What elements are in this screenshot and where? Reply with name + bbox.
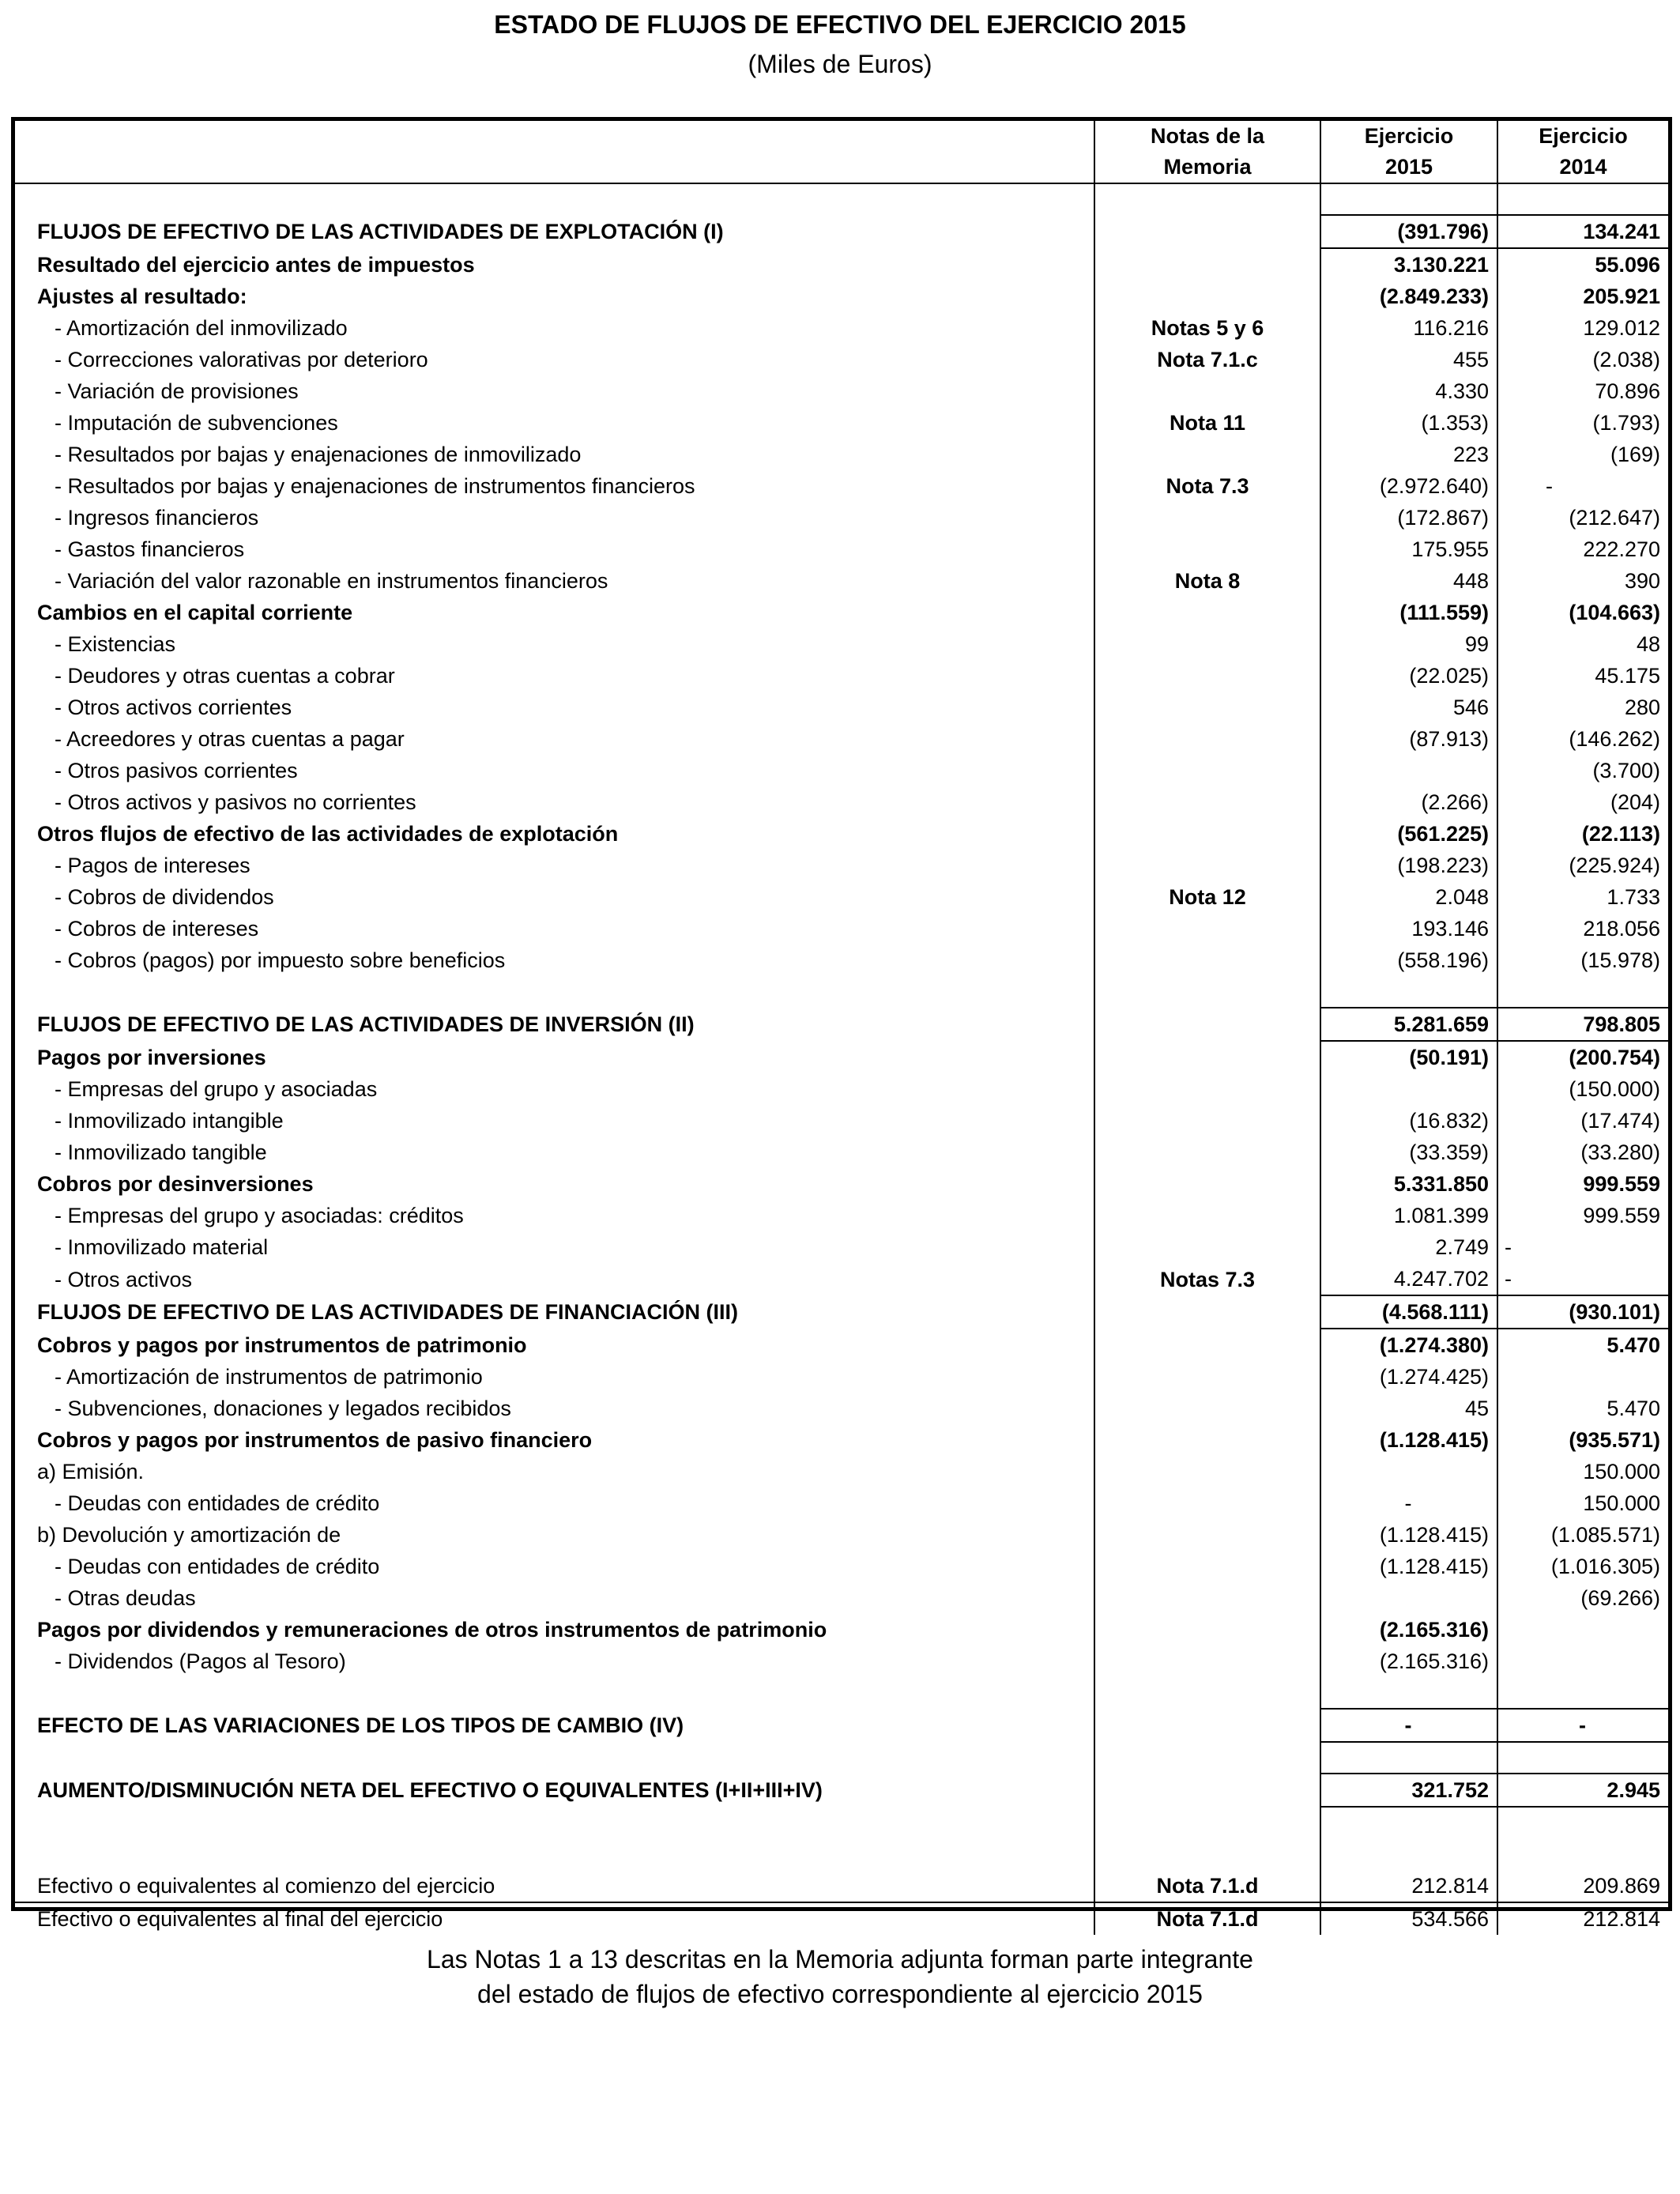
value-2014: (1.793) (1497, 407, 1668, 439)
value-2015: 4.247.702 (1320, 1263, 1497, 1295)
value-2014: (33.280) (1497, 1137, 1668, 1168)
table-row (15, 1263, 1668, 1295)
value-2015: 212.814 (1320, 1870, 1497, 1902)
value-2014: - (1497, 470, 1668, 502)
value-2014: 5.470 (1497, 1393, 1668, 1424)
table-row (15, 1519, 1668, 1551)
table-row (15, 1200, 1668, 1231)
row-note (1094, 1073, 1320, 1105)
value-2015 (1320, 1456, 1497, 1487)
row-label: - Dividendos (Pagos al Tesoro) (55, 1649, 346, 1673)
row-note: Notas 7.3 (1094, 1263, 1320, 1295)
value-2014: 218.056 (1497, 913, 1668, 944)
table-row (15, 1582, 1668, 1614)
header-notes-2: Memoria (1094, 152, 1320, 183)
value-2014: 5.470 (1497, 1329, 1668, 1361)
spacer-cell (1320, 1677, 1497, 1709)
table-row (15, 1329, 1668, 1361)
value-2014: 222.270 (1497, 533, 1668, 565)
table-row (15, 597, 1668, 628)
spacer-cell (1094, 976, 1320, 1008)
table-row (15, 786, 1668, 818)
table-row (15, 723, 1668, 755)
row-label: - Cobros de dividendos (55, 885, 274, 909)
value-2015: (50.191) (1320, 1041, 1497, 1073)
spacer-cell (1497, 1838, 1668, 1870)
row-label: - Otras deudas (55, 1586, 196, 1610)
row-note (1094, 628, 1320, 660)
spacer-cell (1497, 183, 1668, 215)
row-note (1094, 1041, 1320, 1073)
value-2015: 3.130.221 (1320, 248, 1497, 281)
row-label: - Deudores y otras cuentas a cobrar (55, 664, 395, 688)
row-label: - Cobros de intereses (55, 917, 259, 941)
row-label: - Amortización de instrumentos de patrimonio (55, 1365, 483, 1389)
value-2015: (558.196) (1320, 944, 1497, 976)
value-2015: (2.266) (1320, 786, 1497, 818)
row-note (1094, 1168, 1320, 1200)
header-blank-2 (15, 152, 1094, 183)
table-row (15, 881, 1668, 913)
value-2015: 223 (1320, 439, 1497, 470)
row-note (1094, 1487, 1320, 1519)
row-label: - Amortización del inmovilizado (55, 316, 348, 340)
row-note (1094, 1582, 1320, 1614)
value-2014: (22.113) (1497, 818, 1668, 850)
value-2015: 455 (1320, 344, 1497, 375)
value-2014: 212.814 (1497, 1902, 1668, 1935)
value-2014: (2.038) (1497, 344, 1668, 375)
table-row (15, 344, 1668, 375)
row-note (1094, 818, 1320, 850)
row-note (1094, 1614, 1320, 1646)
value-2015: 2.749 (1320, 1231, 1497, 1263)
value-2014: 129.012 (1497, 312, 1668, 344)
row-note: Nota 7.1.d (1094, 1902, 1320, 1935)
row-label: - Variación del valor razonable en instrumentos financieros (55, 569, 608, 593)
value-2015: (1.128.415) (1320, 1519, 1497, 1551)
row-note (1094, 1519, 1320, 1551)
table-row (15, 944, 1668, 976)
table-row (15, 1295, 1668, 1329)
row-note (1094, 1295, 1320, 1329)
value-2015: 116.216 (1320, 312, 1497, 344)
table-row (15, 248, 1668, 281)
spacer-cell (1094, 1807, 1320, 1838)
row-label: - Inmovilizado intangible (55, 1109, 284, 1133)
row-note (1094, 502, 1320, 533)
table-row (15, 1041, 1668, 1073)
table-row (15, 439, 1668, 470)
table-row (15, 1551, 1668, 1582)
value-2014: 280 (1497, 692, 1668, 723)
page-title: ESTADO DE FLUJOS DE EFECTIVO DEL EJERCICIO 2015 (494, 10, 1186, 39)
spacer-cell (15, 1742, 1094, 1774)
value-2015: (4.568.111) (1320, 1295, 1497, 1329)
table-row (15, 1361, 1668, 1393)
value-2015: (33.359) (1320, 1137, 1497, 1168)
value-2014: 45.175 (1497, 660, 1668, 692)
spacer-row (15, 976, 1668, 1008)
row-note (1094, 248, 1320, 281)
value-2015: (2.165.316) (1320, 1614, 1497, 1646)
spacer-cell (1094, 1838, 1320, 1870)
header-2015-year: 2015 (1320, 152, 1497, 183)
row-note: Nota 8 (1094, 565, 1320, 597)
row-label: a) Emisión. (37, 1460, 145, 1483)
row-label: - Otros activos (55, 1267, 193, 1291)
row-note: Nota 7.1.d (1094, 1870, 1320, 1902)
row-note (1094, 1105, 1320, 1137)
row-note: Nota 7.3 (1094, 470, 1320, 502)
spacer-cell (15, 1677, 1094, 1709)
table-row (15, 692, 1668, 723)
spacer-cell (1094, 1677, 1320, 1709)
value-2014: - (1497, 1263, 1668, 1295)
value-2014: 134.241 (1497, 215, 1668, 248)
value-2015: (172.867) (1320, 502, 1497, 533)
value-2015: 546 (1320, 692, 1497, 723)
value-2015: 5.331.850 (1320, 1168, 1497, 1200)
value-2015 (1320, 1582, 1497, 1614)
table-row (15, 1709, 1668, 1742)
row-label: - Imputación de subvenciones (55, 411, 338, 435)
value-2014: 1.733 (1497, 881, 1668, 913)
row-note (1094, 913, 1320, 944)
table-row (15, 312, 1668, 344)
table-row (15, 628, 1668, 660)
table-row (15, 215, 1668, 248)
value-2015: (1.128.415) (1320, 1424, 1497, 1456)
page-subtitle: (Miles de Euros) (748, 50, 932, 78)
row-note (1094, 1008, 1320, 1041)
row-label: - Resultados por bajas y enajenaciones de instrumentos financieros (55, 474, 695, 498)
spacer-row (15, 1807, 1668, 1838)
table-row (15, 1105, 1668, 1137)
row-note: Nota 12 (1094, 881, 1320, 913)
table-row (15, 407, 1668, 439)
header-notes: Notas de la (1094, 121, 1320, 152)
value-2015: 175.955 (1320, 533, 1497, 565)
row-label: - Gastos financieros (55, 537, 245, 561)
row-note (1094, 439, 1320, 470)
row-label: Ajustes al resultado: (37, 285, 247, 308)
row-note (1094, 1137, 1320, 1168)
header-2014: Ejercicio (1497, 121, 1668, 152)
row-note (1094, 1456, 1320, 1487)
value-2015: (1.353) (1320, 407, 1497, 439)
value-2014: (1.016.305) (1497, 1551, 1668, 1582)
row-label: - Deudas con entidades de crédito (55, 1491, 380, 1515)
table-row (15, 1073, 1668, 1105)
row-label: - Resultados por bajas y enajenaciones de inmovilizado (55, 443, 582, 466)
spacer-cell (1497, 1742, 1668, 1774)
table-row (15, 660, 1668, 692)
value-2015: 534.566 (1320, 1902, 1497, 1935)
value-2015: 45 (1320, 1393, 1497, 1424)
value-2014: (17.474) (1497, 1105, 1668, 1137)
spacer-row (15, 183, 1668, 215)
table-row (15, 1456, 1668, 1487)
spacer-cell (15, 976, 1094, 1008)
row-note (1094, 1200, 1320, 1231)
value-2014: (935.571) (1497, 1424, 1668, 1456)
spacer-cell (15, 183, 1094, 215)
value-2015: 4.330 (1320, 375, 1497, 407)
spacer-cell (1094, 183, 1320, 215)
row-label: - Existencias (55, 632, 176, 656)
value-2014: - (1497, 1231, 1668, 1263)
footnote (0, 1942, 1680, 2011)
row-note (1094, 1709, 1320, 1742)
spacer-cell (15, 1807, 1094, 1838)
row-note: Nota 11 (1094, 407, 1320, 439)
row-label: Cambios en el capital corriente (37, 601, 353, 624)
spacer-cell (1320, 183, 1497, 215)
table-row (15, 755, 1668, 786)
value-2015: (1.274.425) (1320, 1361, 1497, 1393)
value-2014: (146.262) (1497, 723, 1668, 755)
spacer-row (15, 1677, 1668, 1709)
table-row (15, 1424, 1668, 1456)
value-2015: (2.849.233) (1320, 281, 1497, 312)
spacer-cell (1497, 1677, 1668, 1709)
row-note (1094, 723, 1320, 755)
row-label: Cobros y pagos por instrumentos de patrimonio (37, 1333, 527, 1357)
table-row (15, 1008, 1668, 1041)
row-note (1094, 597, 1320, 628)
row-note: Notas 5 y 6 (1094, 312, 1320, 344)
value-2015 (1320, 1073, 1497, 1105)
value-2014: 2.945 (1497, 1774, 1668, 1807)
table-row (15, 565, 1668, 597)
spacer-cell (1497, 1807, 1668, 1838)
value-2015: 2.048 (1320, 881, 1497, 913)
value-2014: (225.924) (1497, 850, 1668, 881)
row-label: FLUJOS DE EFECTIVO DE LAS ACTIVIDADES DE EXPLOTACIÓN (I) (37, 220, 724, 243)
value-2014: 48 (1497, 628, 1668, 660)
row-label: - Acreedores y otras cuentas a pagar (55, 727, 405, 751)
header-blank (15, 121, 1094, 152)
spacer-cell (1320, 1838, 1497, 1870)
table-row (15, 1614, 1668, 1646)
value-2015: 99 (1320, 628, 1497, 660)
row-note (1094, 692, 1320, 723)
row-label: b) Devolución y amortización de (37, 1523, 341, 1547)
value-2015: (16.832) (1320, 1105, 1497, 1137)
row-label: FLUJOS DE EFECTIVO DE LAS ACTIVIDADES DE FINANCIACIÓN (III) (37, 1300, 739, 1324)
row-note: Nota 7.1.c (1094, 344, 1320, 375)
value-2015: 193.146 (1320, 913, 1497, 944)
row-note (1094, 1393, 1320, 1424)
cash-flow-table (11, 117, 1672, 1931)
table-row (15, 1902, 1668, 1935)
table-row (15, 1393, 1668, 1424)
table-row (15, 1137, 1668, 1168)
value-2015: - (1320, 1487, 1497, 1519)
value-2015: (391.796) (1320, 215, 1497, 248)
value-2015: (2.165.316) (1320, 1646, 1497, 1677)
value-2015 (1320, 755, 1497, 786)
table-row (15, 375, 1668, 407)
value-2014: (69.266) (1497, 1582, 1668, 1614)
value-2015: (1.128.415) (1320, 1551, 1497, 1582)
row-note (1094, 850, 1320, 881)
table-row (15, 818, 1668, 850)
row-note (1094, 1646, 1320, 1677)
row-note (1094, 786, 1320, 818)
row-note (1094, 1329, 1320, 1361)
row-note (1094, 1231, 1320, 1263)
row-label: Efectivo o equivalentes al final del ejercicio (15, 1902, 1094, 1935)
value-2014: 70.896 (1497, 375, 1668, 407)
value-2014: (1.085.571) (1497, 1519, 1668, 1551)
value-2015: 448 (1320, 565, 1497, 597)
spacer-cell (1320, 1742, 1497, 1774)
value-2014: 205.921 (1497, 281, 1668, 312)
table-row (15, 913, 1668, 944)
value-2014: - (1497, 1709, 1668, 1742)
value-2015: (111.559) (1320, 597, 1497, 628)
spacer-cell (1094, 1742, 1320, 1774)
value-2014: (15.978) (1497, 944, 1668, 976)
row-label: - Cobros (pagos) por impuesto sobre beneficios (55, 948, 506, 972)
row-label: - Correcciones valorativas por deterioro (55, 348, 428, 371)
value-2014: (930.101) (1497, 1295, 1668, 1329)
row-note (1094, 1424, 1320, 1456)
value-2014 (1497, 1361, 1668, 1393)
row-label: - Variación de provisiones (55, 379, 299, 403)
row-label: Otros flujos de efectivo de las actividades de explotación (37, 822, 619, 846)
value-2014: (104.663) (1497, 597, 1668, 628)
row-label: - Subvenciones, donaciones y legados recibidos (55, 1397, 511, 1420)
value-2015: 321.752 (1320, 1774, 1497, 1807)
row-note (1094, 1774, 1320, 1807)
row-note (1094, 1551, 1320, 1582)
spacer-cell (1320, 976, 1497, 1008)
value-2015: (198.223) (1320, 850, 1497, 881)
value-2015: 1.081.399 (1320, 1200, 1497, 1231)
value-2015: (1.274.380) (1320, 1329, 1497, 1361)
row-label: - Otros activos y pasivos no corrientes (55, 790, 416, 814)
value-2015: - (1320, 1709, 1497, 1742)
spacer-row (15, 1838, 1668, 1870)
value-2014: (204) (1497, 786, 1668, 818)
row-label: - Inmovilizado material (55, 1235, 269, 1259)
row-label: - Empresas del grupo y asociadas (55, 1077, 378, 1101)
value-2015: (2.972.640) (1320, 470, 1497, 502)
row-label: Efectivo o equivalentes al comienzo del ejercicio (37, 1874, 495, 1898)
spacer-cell (1497, 976, 1668, 1008)
value-2014: (212.647) (1497, 502, 1668, 533)
table-row (15, 1231, 1668, 1263)
row-label: Pagos por dividendos y remuneraciones de otros instrumentos de patrimonio (37, 1618, 827, 1642)
row-note (1094, 375, 1320, 407)
row-label: Pagos por inversiones (37, 1045, 266, 1069)
row-label: - Deudas con entidades de crédito (55, 1555, 380, 1578)
table-row (15, 1646, 1668, 1677)
row-label: Cobros por desinversiones (37, 1172, 314, 1196)
footnote-line-2: del estado de flujos de efectivo correspondiente al ejercicio 2015 (477, 1980, 1203, 2008)
spacer-row (15, 1742, 1668, 1774)
row-note (1094, 1361, 1320, 1393)
value-2014: 999.559 (1497, 1168, 1668, 1200)
table-row (15, 533, 1668, 565)
table-row (15, 281, 1668, 312)
value-2014: (200.754) (1497, 1041, 1668, 1073)
row-label: AUMENTO/DISMINUCIÓN NETA DEL EFECTIVO O EQUIVALENTES (I+II+III+IV) (37, 1778, 823, 1802)
row-note (1094, 533, 1320, 565)
value-2014: 55.096 (1497, 248, 1668, 281)
spacer-cell (15, 1838, 1094, 1870)
row-label: - Ingresos financieros (55, 506, 259, 530)
row-label: FLUJOS DE EFECTIVO DE LAS ACTIVIDADES DE INVERSIÓN (II) (37, 1012, 695, 1036)
value-2014: (3.700) (1497, 755, 1668, 786)
value-2014: (150.000) (1497, 1073, 1668, 1105)
spacer-cell (1320, 1807, 1497, 1838)
value-2015: (22.025) (1320, 660, 1497, 692)
value-2014: 390 (1497, 565, 1668, 597)
value-2015: 5.281.659 (1320, 1008, 1497, 1041)
row-label: Cobros y pagos por instrumentos de pasivo financiero (37, 1428, 593, 1452)
row-note (1094, 944, 1320, 976)
value-2014: (169) (1497, 439, 1668, 470)
table-row (15, 1870, 1668, 1902)
row-label: - Inmovilizado tangible (55, 1140, 267, 1164)
table-row (15, 470, 1668, 502)
header-2014-year: 2014 (1497, 152, 1668, 183)
value-2014: 999.559 (1497, 1200, 1668, 1231)
header-2015: Ejercicio (1320, 121, 1497, 152)
value-2014: 150.000 (1497, 1456, 1668, 1487)
table-row (15, 850, 1668, 881)
footnote-line-1: Las Notas 1 a 13 descritas en la Memoria adjunta forman parte integrante (427, 1945, 1253, 1973)
value-2014 (1497, 1614, 1668, 1646)
row-label: - Pagos de intereses (55, 854, 250, 877)
value-2014 (1497, 1646, 1668, 1677)
value-2014: 209.869 (1497, 1870, 1668, 1902)
row-label: - Empresas del grupo y asociadas: créditos (55, 1204, 464, 1227)
row-note (1094, 755, 1320, 786)
row-note (1094, 660, 1320, 692)
row-label: EFECTO DE LAS VARIACIONES DE LOS TIPOS DE CAMBIO (IV) (37, 1713, 684, 1737)
value-2015: (561.225) (1320, 818, 1497, 850)
row-note (1094, 215, 1320, 248)
table-row (15, 1774, 1668, 1807)
row-note (1094, 281, 1320, 312)
table-row (15, 1168, 1668, 1200)
row-label: Resultado del ejercicio antes de impuestos (37, 252, 475, 277)
value-2015: (87.913) (1320, 723, 1497, 755)
table-row (15, 502, 1668, 533)
row-label: - Otros activos corrientes (55, 696, 292, 719)
value-2014: 798.805 (1497, 1008, 1668, 1041)
row-label: - Otros pasivos corrientes (55, 759, 298, 782)
value-2014: 150.000 (1497, 1487, 1668, 1519)
table-row (15, 1487, 1668, 1519)
